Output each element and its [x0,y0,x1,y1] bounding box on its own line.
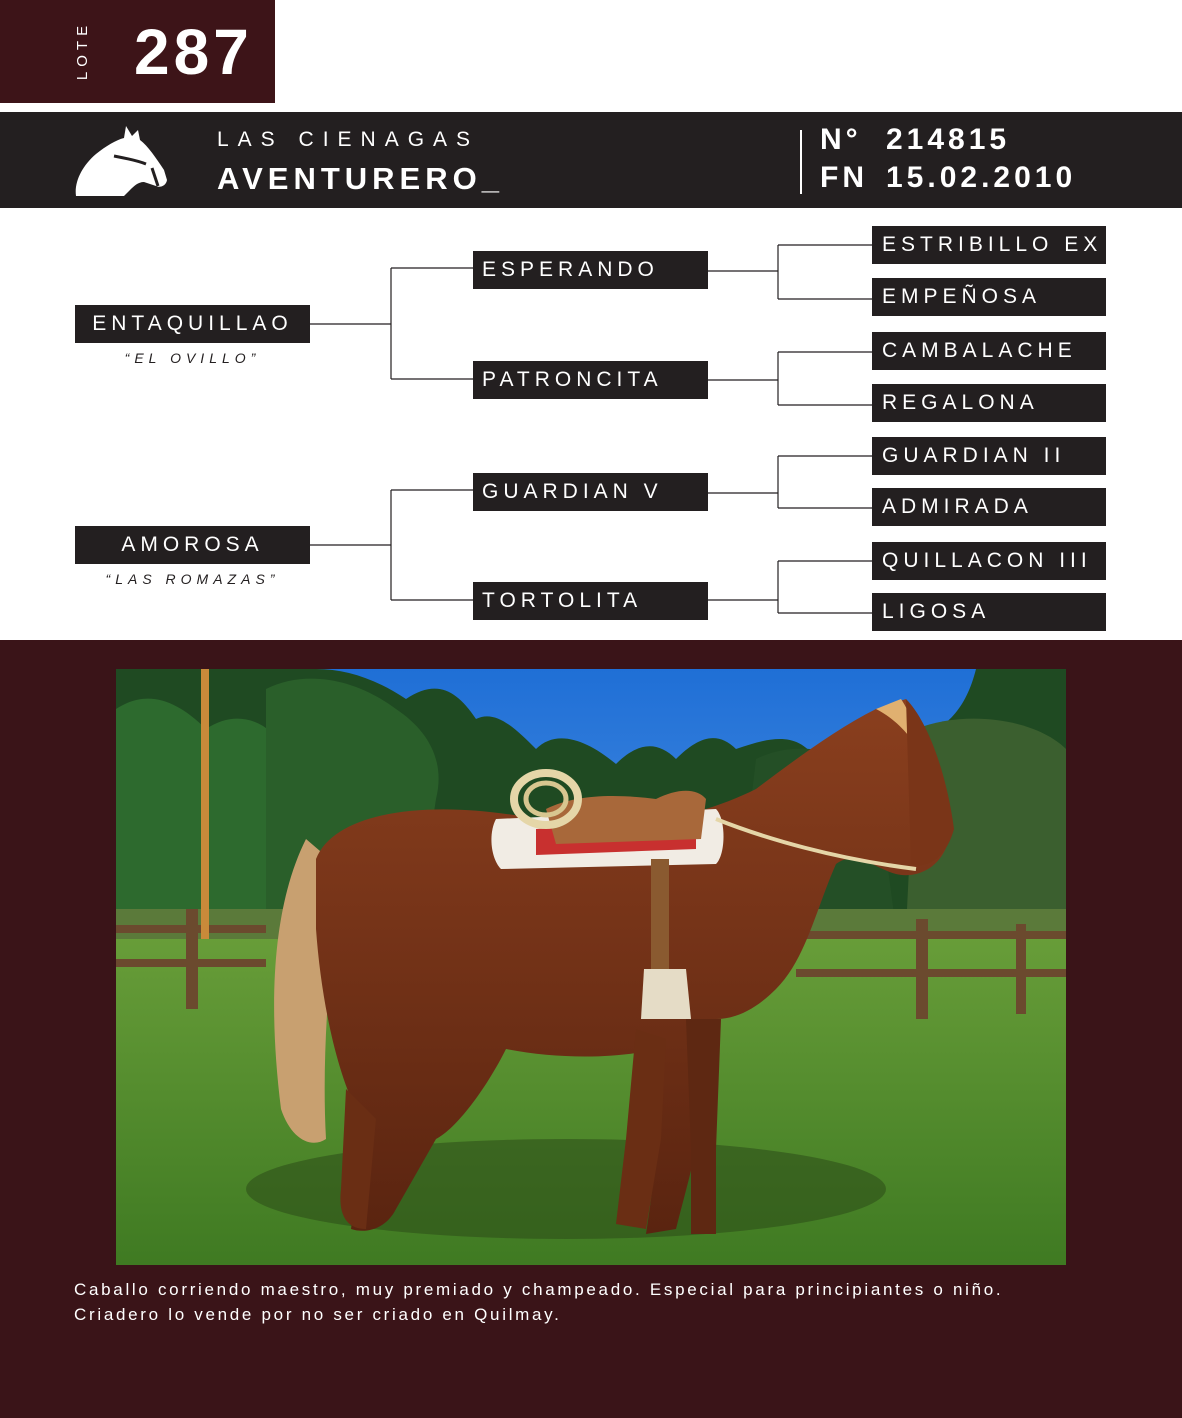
registration-row [820,123,1010,157]
pedigree-ggp-3: CAMBALACHE [872,332,1106,370]
lote-label: LOTE [74,20,92,80]
horse-head-icon [72,124,168,196]
horse-name: AVENTURERO_ [217,161,504,196]
pedigree-ggp-1: ESTRIBILLO EX R [872,226,1106,264]
header-band [0,112,1182,208]
description-line-2: Criadero lo vende por no ser criado en Quilmay. [74,1305,562,1324]
pedigree-dam-nickname: “LAS ROMAZAS” [105,571,280,587]
horse-description [74,1277,1134,1327]
pedigree-paternal-granddam: PATRONCITA [473,361,708,399]
pedigree-ggp-5: GUARDIAN II [872,437,1106,475]
birthdate-row [820,161,1076,195]
pedigree-ggp-4: REGALONA [872,384,1106,422]
registration-label: N° [820,123,862,156]
pedigree-sire-nickname: “EL OVILLO” [124,350,261,366]
pedigree-sire: ENTAQUILLAO [75,305,310,343]
pedigree-tree [0,208,1182,640]
description-line-1: Caballo corriendo maestro, muy premiado y champeado. Especial para principiantes o niño. [74,1280,1004,1299]
horse-photo-illustration [116,669,1066,1265]
photo-panel [0,640,1182,1418]
pedigree-ggp-2: EMPEÑOSA [872,278,1106,316]
birthdate-label: FN [820,161,868,194]
pedigree-ggp-7: QUILLACON III [872,542,1106,580]
horse-photo [116,669,1066,1265]
breeder-name: LAS CIENAGAS [217,128,480,151]
header-divider [800,130,802,194]
lote-badge [0,0,275,103]
pedigree-maternal-granddam: TORTOLITA [473,582,708,620]
pedigree-dam: AMOROSA [75,526,310,564]
pedigree-paternal-grandsire: ESPERANDO [473,251,708,289]
pedigree-ggp-6: ADMIRADA [872,488,1106,526]
birthdate-value: 15.02.2010 [886,161,1077,194]
registration-number: 214815 [886,123,1011,156]
pedigree-maternal-grandsire: GUARDIAN V [473,473,708,511]
pedigree-ggp-8: LIGOSA [872,593,1106,631]
lote-number: 287 [134,16,253,88]
